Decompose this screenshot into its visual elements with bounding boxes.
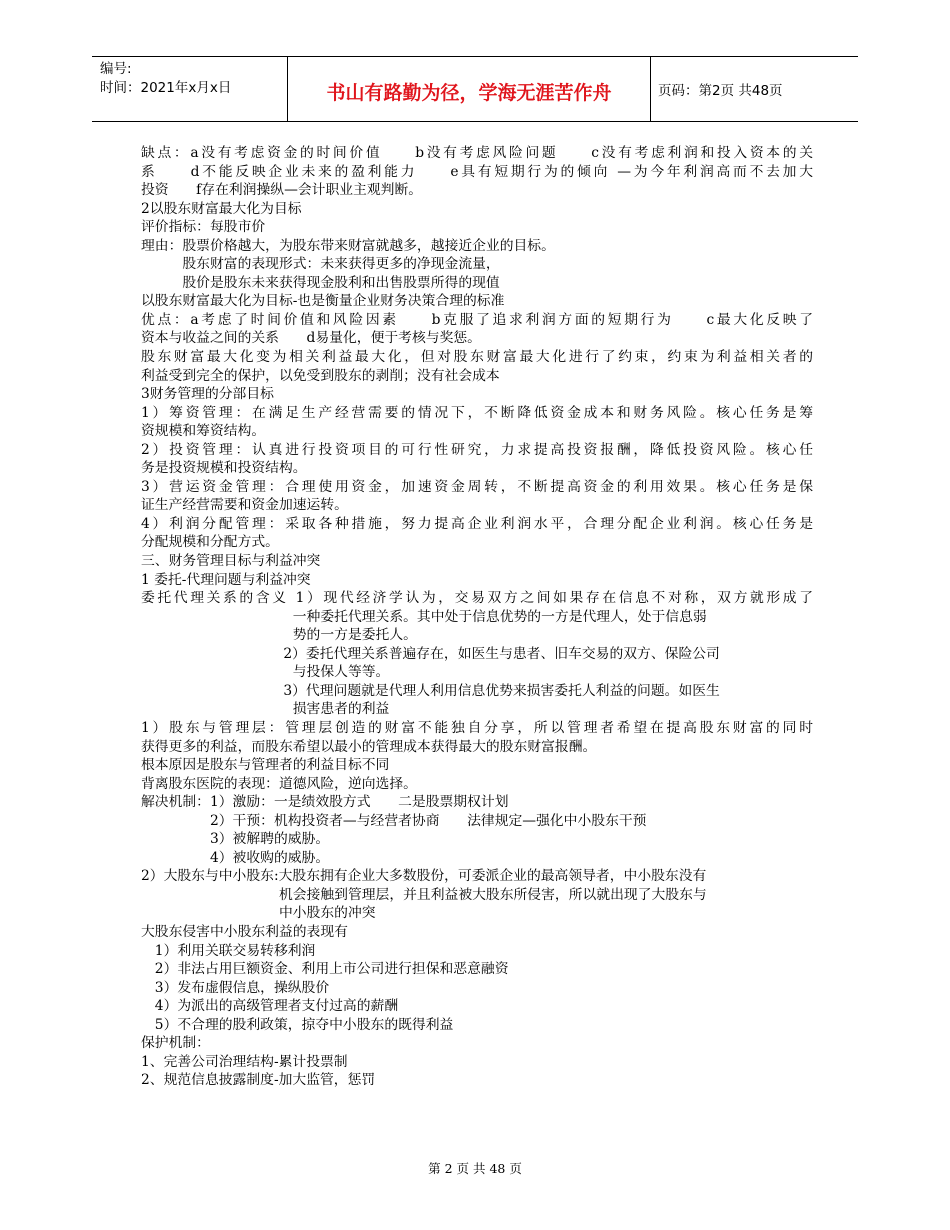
section-heading: 三、财务管理目标与利益冲突 [141,553,321,570]
body-line: 缺点：a没有考虑资金的时间价值 b没有考虑风险问题 c没有考虑利润和投入资本的关 [141,145,813,161]
body-line: 根本原因是股东与管理者的利益目标不同 [141,757,390,774]
body-line: 资规模和筹资结构。 [141,423,266,440]
header-meta [100,60,231,98]
body-line: 背离股东医院的表现：道德风险，逆向选择。 [141,775,417,792]
document-body [141,144,813,1090]
body-line: 1）筹资管理：在满足生产经营需要的情况下，不断降低资金成本和财务风险。核心任务是筹 [141,404,813,421]
body-line: 系 d不能反映企业未来的盈利能力 e具有短期行为的倾向 —为今年利润高而不去加大 [141,163,813,180]
body-line: 理由：股票价格越大，为股东带来财富就越多，越接近企业的目标。 [141,237,555,254]
body-line: 2）大股东与中小股东:大股东拥有企业大多数股份，可委派企业的最高领导者，中小股东没有 [141,868,707,885]
body-line: 2）非法占用巨额资金、利用上市公司进行担保和恶意融资 [141,961,509,978]
body-line: 4）为派出的高级管理者支付过高的薪酬 [141,998,399,1015]
body-line: 分配规模和分配方式。 [141,534,279,551]
body-line: 以股东财富最大化为目标-也是衡量企业财务决策合理的标准 [141,293,505,310]
body-line: 机会接触到管理层，并且利益被大股东所侵害，所以就出现了大股东与 [141,886,707,903]
body-line: 保护机制： [141,1035,210,1052]
body-line: 委托代理关系的含义 1）现代经济学认为，交易双方之间如果存在信息不对称，双方就形成了 [141,590,813,607]
body-line: 3）营运资金管理：合理使用资金，加速资金周转，不断提高资金的利用效果。核心任务是保 [141,478,813,495]
body-line: 务是投资规模和投资结构。 [141,460,307,477]
body-line: 3）发布虚假信息，操纵股价 [141,979,330,996]
body-line: 股东财富的表现形式：未来获得更多的净现金流量， [141,256,500,273]
body-line: 利益受到完全的保护，以免受到股东的剥削；没有社会成本 [141,367,500,384]
body-line: 2以股东财富最大化为目标 [141,200,302,217]
body-line: 资本与收益之间的关系 d易量化，便于考核与奖惩。 [141,330,481,347]
body-line: 股东财富最大化变为相关利益最大化，但对股东财富最大化进行了约束，约束为利益相关者的 [141,349,813,366]
date-label: 时间：2021年x月x日 [100,80,232,96]
header-bottom-rule [92,121,858,122]
body-line: 2）投资管理：认真进行投资项目的可行性研究，力求提高投资报酬，降低投资风险。核心任 [141,441,813,458]
body-line: 获得更多的利益，而股东希望以最小的管理成本获得最大的股东财富报酬。 [141,738,597,755]
body-line: 3财务管理的分部目标 [141,386,274,403]
body-line: 损害患者的利益 [141,701,390,718]
body-line: 投资 f存在利润操纵—会计职业主观判断。 [141,182,423,199]
header-page-number: 页码：第2页 共48页 [658,83,783,99]
body-line: 大股东侵害中小股东利益的表现有 [141,923,348,940]
doc-number-label: 编号: [100,61,132,77]
body-line: 4）被收购的威胁。 [141,849,330,866]
body-line: 与投保人等等。 [141,664,390,681]
header-motto: 书山有路勤为径，学海无涯苦作舟 [326,82,612,104]
body-line: 解决机制：1）激励：一是绩效股方式 二是股票期权计划 [141,794,509,811]
body-line: 1、完善公司治理结构-累计投票制 [141,1053,348,1070]
body-line: 2）干预：机构投资者—与经营者协商 法律规定—强化中小股东干预 [141,812,647,829]
body-line: 证生产经营需要和资金加速运转。 [141,497,348,514]
body-line: 中小股东的冲突 [141,905,376,922]
body-line: 一种委托代理关系。其中处于信息优势的一方是代理人，处于信息弱 [141,608,707,625]
body-line: 1 委托-代理问题与利益冲突 [141,571,311,588]
page-footer: 第 2 页 共 48 页 [428,1161,522,1176]
body-line: 股价是股东未来获得现金股利和出售股票所得的现值 [141,274,500,291]
body-line: 4）利润分配管理：采取各种措施，努力提高企业利润水平，合理分配企业利润。核心任务是 [141,515,813,532]
body-line: 评价指标：每股市价 [141,219,266,236]
body-line: 2、规范信息披露制度-加大监管，惩罚 [141,1072,376,1089]
body-line: 1）股东与管理层：管理层创造的财富不能独自分享，所以管理者希望在提高股东财富的同时 [141,719,813,736]
body-line: 3）被解聘的威胁。 [141,831,330,848]
header-divider-right [650,57,651,122]
body-line: 优点：a考虑了时间价值和风险因素 b克服了追求利润方面的短期行为 c最大化反映了 [141,311,813,328]
body-line: 2）委托代理关系普遍存在，如医生与患者、旧车交易的双方、保险公司 [141,645,720,662]
body-line: 5）不合理的股利政策，掠夺中小股东的既得利益 [141,1016,454,1033]
body-line: 势的一方是委托人。 [141,627,417,644]
body-line: 3）代理问题就是代理人利用信息优势来损害委托人利益的问题。如医生 [141,682,720,699]
header-top-rule [92,56,858,57]
body-line: 1）利用关联交易转移利润 [141,942,316,959]
